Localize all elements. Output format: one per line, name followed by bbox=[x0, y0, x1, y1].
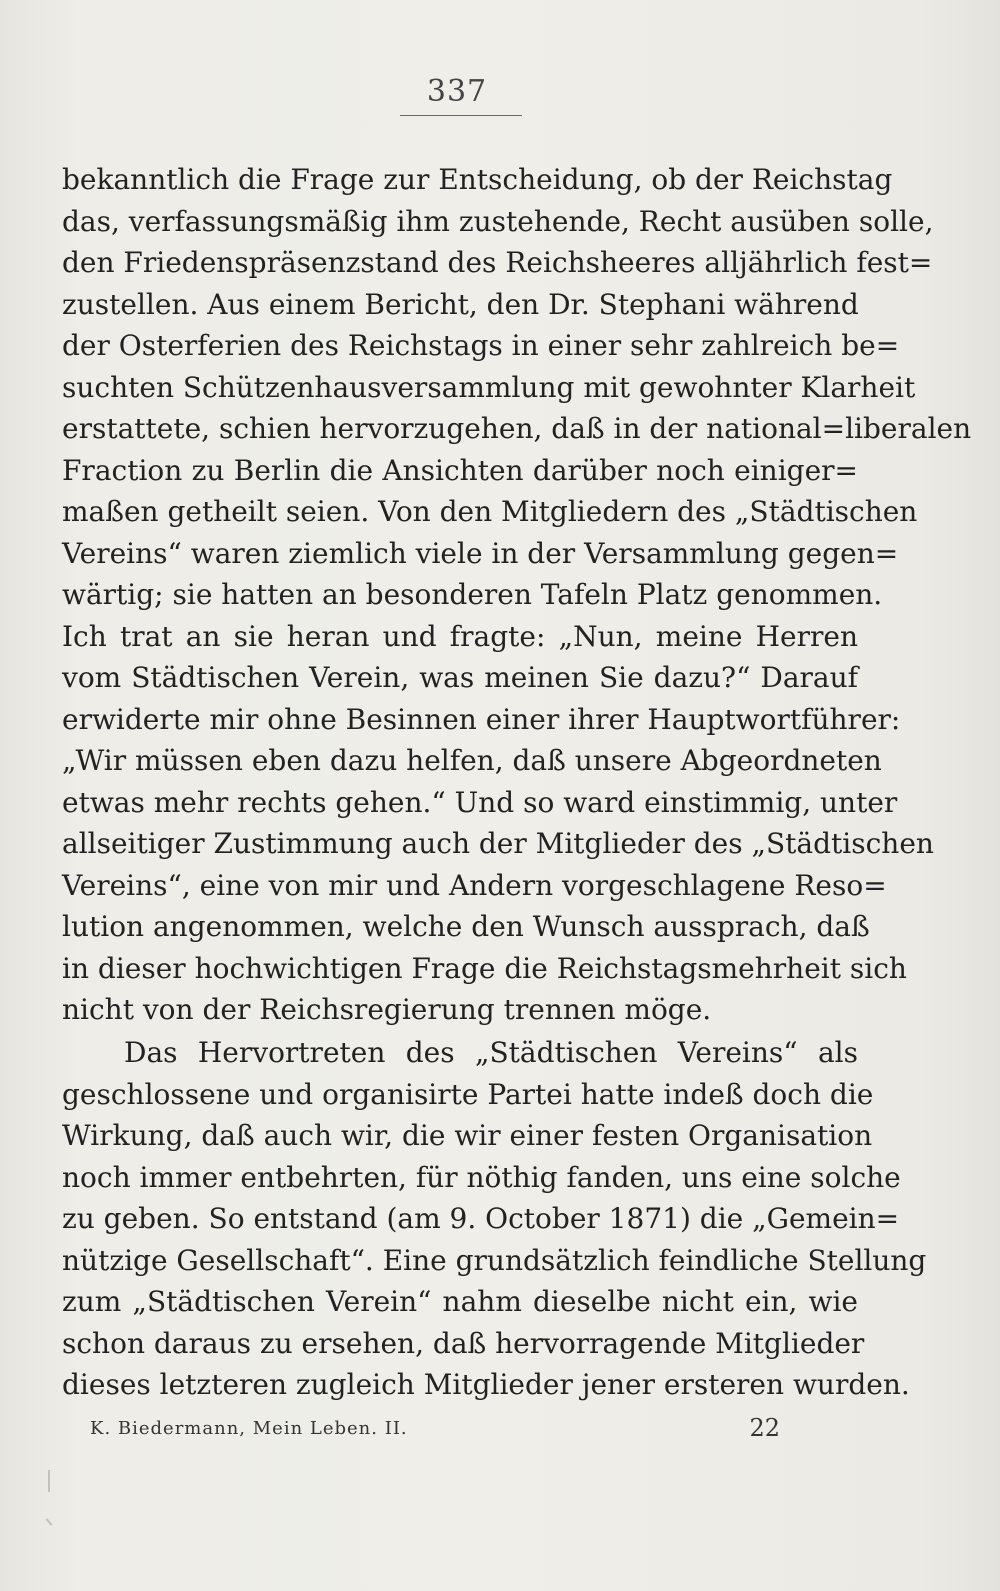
text-line: Vereins“, eine von mir und Andern vorgeschlagene Reso= bbox=[62, 868, 887, 902]
footer-signature: K. Biedermann, Mein Leben. II. bbox=[90, 1418, 408, 1439]
text-line: erwiderte mir ohne Besinnen einer ihrer Hauptwortführer: bbox=[62, 702, 901, 736]
text-line: noch immer entbehrten, für nöthig fanden, uns eine solche bbox=[62, 1160, 901, 1194]
text-line: allseitiger Zustimmung auch der Mitglieder des „Städtischen bbox=[62, 827, 934, 860]
text-line: schon daraus zu ersehen, daß hervorragende Mitglieder bbox=[62, 1326, 865, 1360]
text-line: lution angenommen, welche den Wunsch aussprach, daß bbox=[62, 910, 870, 943]
header-rule bbox=[400, 115, 522, 116]
text-line: nützige Gesellschaft“. Eine grundsätzlich feindliche Stellung bbox=[62, 1243, 927, 1277]
text-line: nicht von der Reichsregierung trennen möge. bbox=[62, 993, 712, 1026]
text-line: dieses letzteren zugleich Mitglieder jener ersteren wurden. bbox=[62, 1368, 910, 1401]
text-line: in dieser hochwichtigen Frage die Reichstagsmehrheit sich bbox=[62, 951, 907, 985]
paragraph-2 bbox=[62, 1032, 927, 1406]
text-line: Das Hervortreten des „Städtischen Vereins“ als bbox=[124, 1036, 858, 1069]
text-line: zustellen. Aus einem Bericht, den Dr. Stephani während bbox=[62, 287, 859, 321]
text-line: Fraction zu Berlin die Ansichten darüber noch einiger= bbox=[62, 453, 858, 487]
text-line: Ich trat an sie heran und fragte: „Nun, meine Herren bbox=[62, 619, 858, 653]
paragraph-1 bbox=[62, 159, 972, 1031]
paper-speck bbox=[48, 1470, 50, 1492]
text-line: der Osterferien des Reichstags in einer sehr zahlreich be= bbox=[62, 329, 900, 362]
text-line: maßen getheilt seien. Von den Mitgliedern des „Städtischen bbox=[62, 495, 918, 528]
text-line: den Friedenspräsenzstand des Reichsheeres alljährlich fest= bbox=[62, 246, 933, 279]
text-line: Vereins“ waren ziemlich viele in der Versammlung gegen= bbox=[62, 536, 899, 570]
text-line: erstattete, schien hervorzugehen, daß in der national=liberalen bbox=[62, 412, 972, 445]
text-line: „Wir müssen eben dazu helfen, daß unsere Abgeordneten bbox=[62, 744, 882, 777]
text-line: zu geben. So entstand (am 9. October 1871) die „Gemein= bbox=[62, 1202, 900, 1235]
text-line: vom Städtischen Verein, was meinen Sie dazu?“ Darauf bbox=[62, 661, 858, 694]
page-number: 337 bbox=[426, 74, 488, 109]
text-line: etwas mehr rechts gehen.“ Und so ward einstimmig, unter bbox=[62, 785, 898, 819]
text-line: wärtig; sie hatten an besonderen Tafeln Platz genommen. bbox=[62, 578, 883, 611]
text-line: bekanntlich die Frage zur Entscheidung, ob der Reichstag bbox=[62, 163, 893, 196]
paper-speck bbox=[46, 1518, 53, 1525]
text-line: zum „Städtischen Verein“ nahm dieselbe nicht ein, wie bbox=[62, 1285, 858, 1318]
text-line: Wirkung, daß auch wir, die wir einer festen Organisation bbox=[62, 1119, 873, 1152]
page-footer bbox=[90, 1414, 780, 1448]
sheet-number: 22 bbox=[749, 1414, 780, 1442]
text-line: das, verfassungsmäßig ihm zustehende, Recht ausüben solle, bbox=[62, 204, 934, 238]
text-line: geschlossene und organisirte Partei hatte indeß doch die bbox=[62, 1077, 874, 1111]
text-line: suchten Schützenhausversammlung mit gewohnter Klarheit bbox=[62, 370, 916, 404]
